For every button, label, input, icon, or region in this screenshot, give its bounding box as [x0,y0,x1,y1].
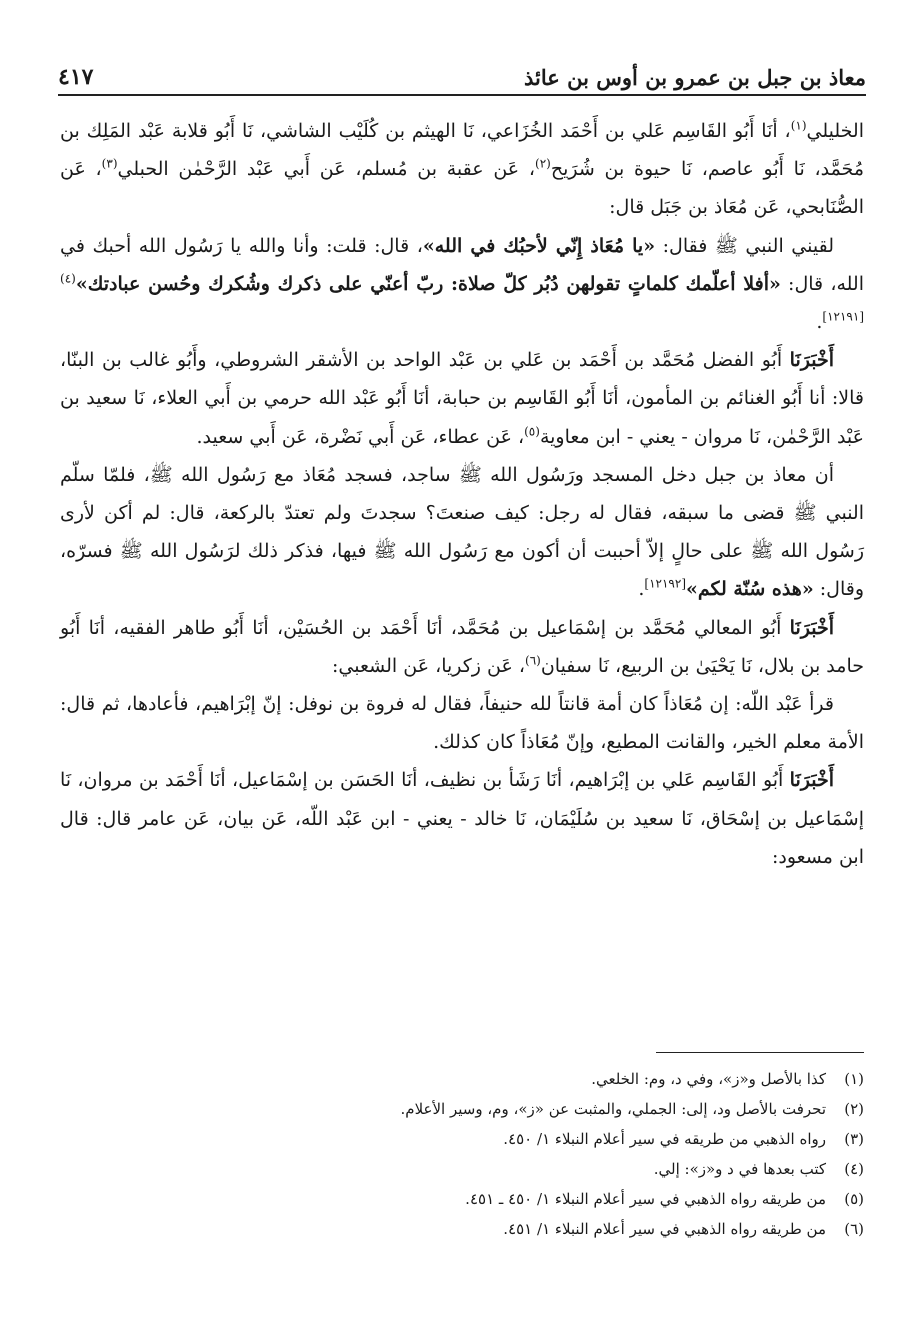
hadith-quote: «يا مُعَاذ إِنّي لأحبُك في الله» [422,234,656,257]
page-number: ٤١٧ [58,64,94,90]
footnotes [60,1064,864,1244]
text-segment: ، قال: قلت: وأنا والله يا رَسُول الله أحبك في الله، قال: [60,234,864,295]
paragraph-7 [60,761,864,876]
text-segment: أَبُو المعالي مُحَمَّد بن إسْمَاعيل بن مُحَمَّد، أنَا أَحْمَد بن الحُسَيْن، أنَا أَبُو طاهر الفقيه، أنَا أَبُو حامد بن بلال، نَا يَحْيَىٰ بن الربيع، نَا سفيان [60,616,864,677]
text-segment: ، عَن زكريا، عَن الشعبي: [332,654,525,677]
hadith-quote: «أفلا أعلّمك كلماتٍ تقولهن دُبُر كلّ صلاة: ربّ أعنّي على ذكرك وشُكرك وحُسن عبادتك» [75,272,781,295]
footnote-item [60,1094,864,1124]
footnote-ref-1[interactable]: (١) [790,118,807,133]
text-segment: . [816,311,823,334]
paragraph-3 [60,341,864,456]
text-segment: أَبُو الفضل مُحَمَّد بن أَحْمَد بن عَلي بن عَبْد الواحد بن الأشقر الشروطي، وأَبُو غالب بن البنّا، قالا: أنا أَبُو الغنائم بن المأمون، أنَا أَبُو القَاسِم بن حبابة، أنَا أَبُو عَبْد الله حرمي بن أَبي العلاء، نَا سعيد بن عَبْد الرَّحْمٰن، نَا مروان - يعني - ابن معاوية [60,349,864,448]
paragraph-2 [60,227,864,342]
footnote-text: من طريقه رواه الذهبي في سير أعلام النبلاء ١/ ٤٥١. [503,1220,826,1238]
text-segment: ، أنَا أَبُو القَاسِم عَلي بن أَحْمَد الخُزَاعي، نَا الهيثم بن كُلَيْب الشاشي، نَا أَبُو قلابة عَبْد المَلِك بن مُحَمَّد، نَا أَبُو عاصم، نَا حيوة بن شُرَيح [60,120,864,181]
akhbarana-keyword: أَخْبَرَنَا [789,349,834,372]
footnote-item [60,1214,864,1244]
footnote-text: تحرفت بالأصل ود، إلى: الجملي، والمثبت عن «ز»، وم، وسير الأعلام. [400,1100,826,1118]
hadith-number: [١٢١٩٢] [644,577,686,592]
text-segment: . [638,578,645,601]
footnote-ref-5[interactable]: (٥) [524,424,540,439]
footnote-item [60,1124,864,1154]
paragraph-1 [60,112,864,227]
text-segment: قرأ عَبْد اللّه: إن مُعَاذاً كان أمة قانتاً لله حنيفاً، فقال له فروة بن نوفل: إنّ إبْرَاهيم، فأعادها، ثم قال: الأمة معلم الخير، والقانت المطيع، وإنّ مُعَاذاً كان كذلك. [60,693,864,754]
footnote-text: رواه الذهبي من طريقه في سير أعلام النبلاء ١/ ٤٥٠. [503,1130,826,1148]
footnote-number: (٦) [844,1220,864,1238]
hadith-number: [١٢١٩١] [822,309,864,324]
footnote-ref-3[interactable]: (٣) [101,156,118,171]
footnote-text: كتب بعدها في د و«ز»: إلي. [653,1160,826,1178]
footnote-number: (٣) [844,1130,864,1148]
paragraph-6 [60,685,864,761]
footnote-number: (٢) [844,1100,864,1118]
hadith-quote: «هذه سُنّة لكم» [686,578,814,601]
text-segment: أَبُو القَاسِم عَلي بن إبْرَاهيم، أنَا رَشَأ بن نظيف، أنَا الحَسَن بن إسْمَاعيل، أنَا أَحْمَد بن مروان، نَا إسْمَاعيل بن إسْحَاق، نَا سعيد بن سُلَيْمَان، نَا خالد - يعني - ابن عَبْد اللّه، عَن بيان، عَن عامر قال: قال ابن مسعود: [60,769,864,868]
footnote-text: كذا بالأصل و«ز»، وفي د، وم: الخلعي. [591,1070,826,1088]
footnote-number: (٤) [844,1160,864,1178]
footnote-text: من طريقه رواه الذهبي في سير أعلام النبلاء ١/ ٤٥٠ ـ ٤٥١. [465,1190,826,1208]
footnote-item [60,1184,864,1214]
footnote-ref-4[interactable]: (٤) [60,271,76,286]
page-header [58,42,866,90]
footnote-rule [656,1052,864,1053]
footnote-item [60,1154,864,1184]
paragraph-5 [60,609,864,685]
text-segment: ، عَن عطاء، عَن أَبي نَضْرة، عَن أَبي سعيد. [196,425,525,448]
footnote-ref-6[interactable]: (٦) [525,653,541,668]
text-segment: الخليلي [806,120,864,142]
text-segment: ، عَن الصُّنَابحي، عَن مُعَاذ بن جَبَل قال: [60,158,864,219]
footnote-number: (١) [844,1070,864,1088]
footnote-number: (٥) [844,1190,864,1208]
footnote-ref-2[interactable]: (٢) [535,156,551,171]
text-segment: أن معاذ بن جبل دخل المسجد ورَسُول الله ﷺ ساجد، فسجد مُعَاذ مع رَسُول الله ﷺ، فلمّا سلّم النبي ﷺ قضى ما سبقه، فقال له رجل: كيف صنعتَ؟ سجدتَ ولم تعتدّ بالركعة، قال: لم أكن لأرى رَسُول الله ﷺ على حالٍ إلاّ أحببت أن أكون مع رَسُول الله ﷺ فيها، فذكر ذلك لرَسُول الله ﷺ فسرّه، وقال: [60,463,864,601]
text-segment: لقيني النبي ﷺ فقال: [655,234,834,257]
akhbarana-keyword: أَخْبَرَنَا [789,769,834,792]
akhbarana-keyword: أَخْبَرَنَا [789,616,834,639]
text-segment: ، عَن عقبة بن مُسلم، عَن أَبي عَبْد الرَّحْمٰن الحبلي [117,158,535,181]
paragraph-4 [60,456,864,609]
running-title: معاذ بن جبل بن عمرو بن أوس بن عائذ [524,65,866,90]
header-rule [58,94,866,96]
main-text [60,112,864,876]
footnote-item [60,1064,864,1094]
